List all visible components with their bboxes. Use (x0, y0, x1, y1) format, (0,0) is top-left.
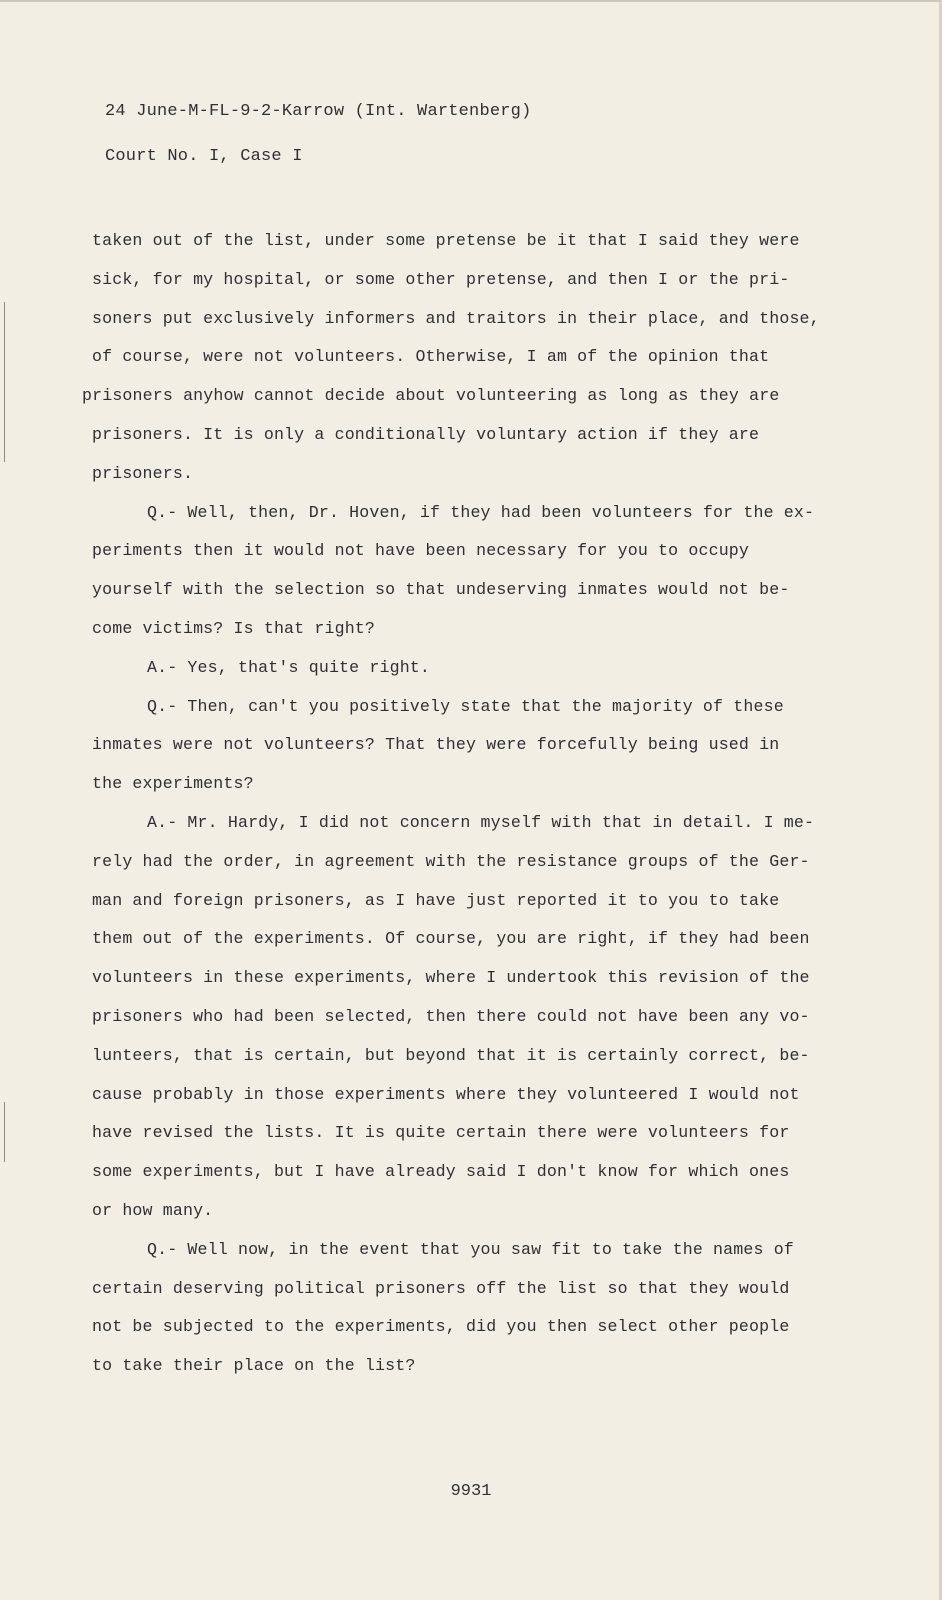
transcript-line: prisoners who had been selected, then there could not have been any vo- (92, 1006, 810, 1026)
transcript-line: not be subjected to the experiments, did you then select other people (92, 1317, 790, 1337)
transcript-line: sick, for my hospital, or some other pretense, and then I or the pri- (92, 269, 790, 289)
transcript-line: rely had the order, in agreement with the resistance groups of the Ger- (92, 851, 810, 871)
transcript-line: A.- Mr. Hardy, I did not concern myself with that in detail. I me- (147, 812, 815, 832)
paper-edge-mark (4, 302, 5, 462)
transcript-line: yourself with the selection so that undeserving inmates would not be- (92, 580, 790, 600)
transcript-line: them out of the experiments. Of course, you are right, if they had been (92, 929, 810, 949)
transcript-line: volunteers in these experiments, where I undertook this revision of the (92, 968, 810, 988)
header-session-line: 24 June-M-FL-9-2-Karrow (Int. Wartenberg) (105, 102, 532, 121)
transcript-line: Q.- Well, then, Dr. Hoven, if they had been volunteers for the ex- (147, 502, 815, 522)
transcript-line: Q.- Then, can't you positively state that the majority of these (147, 696, 784, 716)
paper-edge-mark (4, 1102, 5, 1162)
document-header (105, 102, 531, 192)
transcript-line: prisoners anyhow cannot decide about volunteering as long as they are (82, 386, 780, 406)
transcript-line: certain deserving political prisoners off the list so that they would (92, 1278, 790, 1298)
transcript-line: or how many. (92, 1200, 214, 1220)
header-court-line: Court No. I, Case I (105, 147, 303, 166)
transcript-line: prisoners. (92, 463, 194, 483)
transcript-line: lunteers, that is certain, but beyond that it is certainly correct, be- (92, 1045, 810, 1065)
transcript-line: have revised the lists. It is quite certain there were volunteers for (92, 1123, 790, 1143)
transcript-line: inmates were not volunteers? That they were forcefully being used in (92, 735, 780, 755)
transcript-line: soners put exclusively informers and traitors in their place, and those, (92, 308, 820, 328)
transcript-line: cause probably in those experiments where they volunteered I would not (92, 1084, 800, 1104)
transcript-line: come victims? Is that right? (92, 618, 376, 638)
transcript-line: to take their place on the list? (92, 1356, 416, 1376)
transcript-line: prisoners. It is only a conditionally voluntary action if they are (92, 424, 760, 444)
transcript-line: A.- Yes, that's quite right. (147, 657, 431, 677)
transcript-line: some experiments, but I have already said I don't know for which ones (92, 1162, 790, 1182)
page-number: 9931 (450, 1482, 492, 1501)
transcript-line: of course, were not volunteers. Otherwise, I am of the opinion that (92, 347, 770, 367)
transcript-line: taken out of the list, under some pretense be it that I said they were (92, 231, 800, 250)
transcript-line: Q.- Well now, in the event that you saw fit to take the names of (147, 1239, 794, 1259)
transcript-line: man and foreign prisoners, as I have just reported it to you to take (92, 890, 780, 910)
transcript-line: the experiments? (92, 774, 254, 794)
transcript-body (82, 222, 912, 1386)
transcript-line: periments then it would not have been necessary for you to occupy (92, 541, 750, 561)
